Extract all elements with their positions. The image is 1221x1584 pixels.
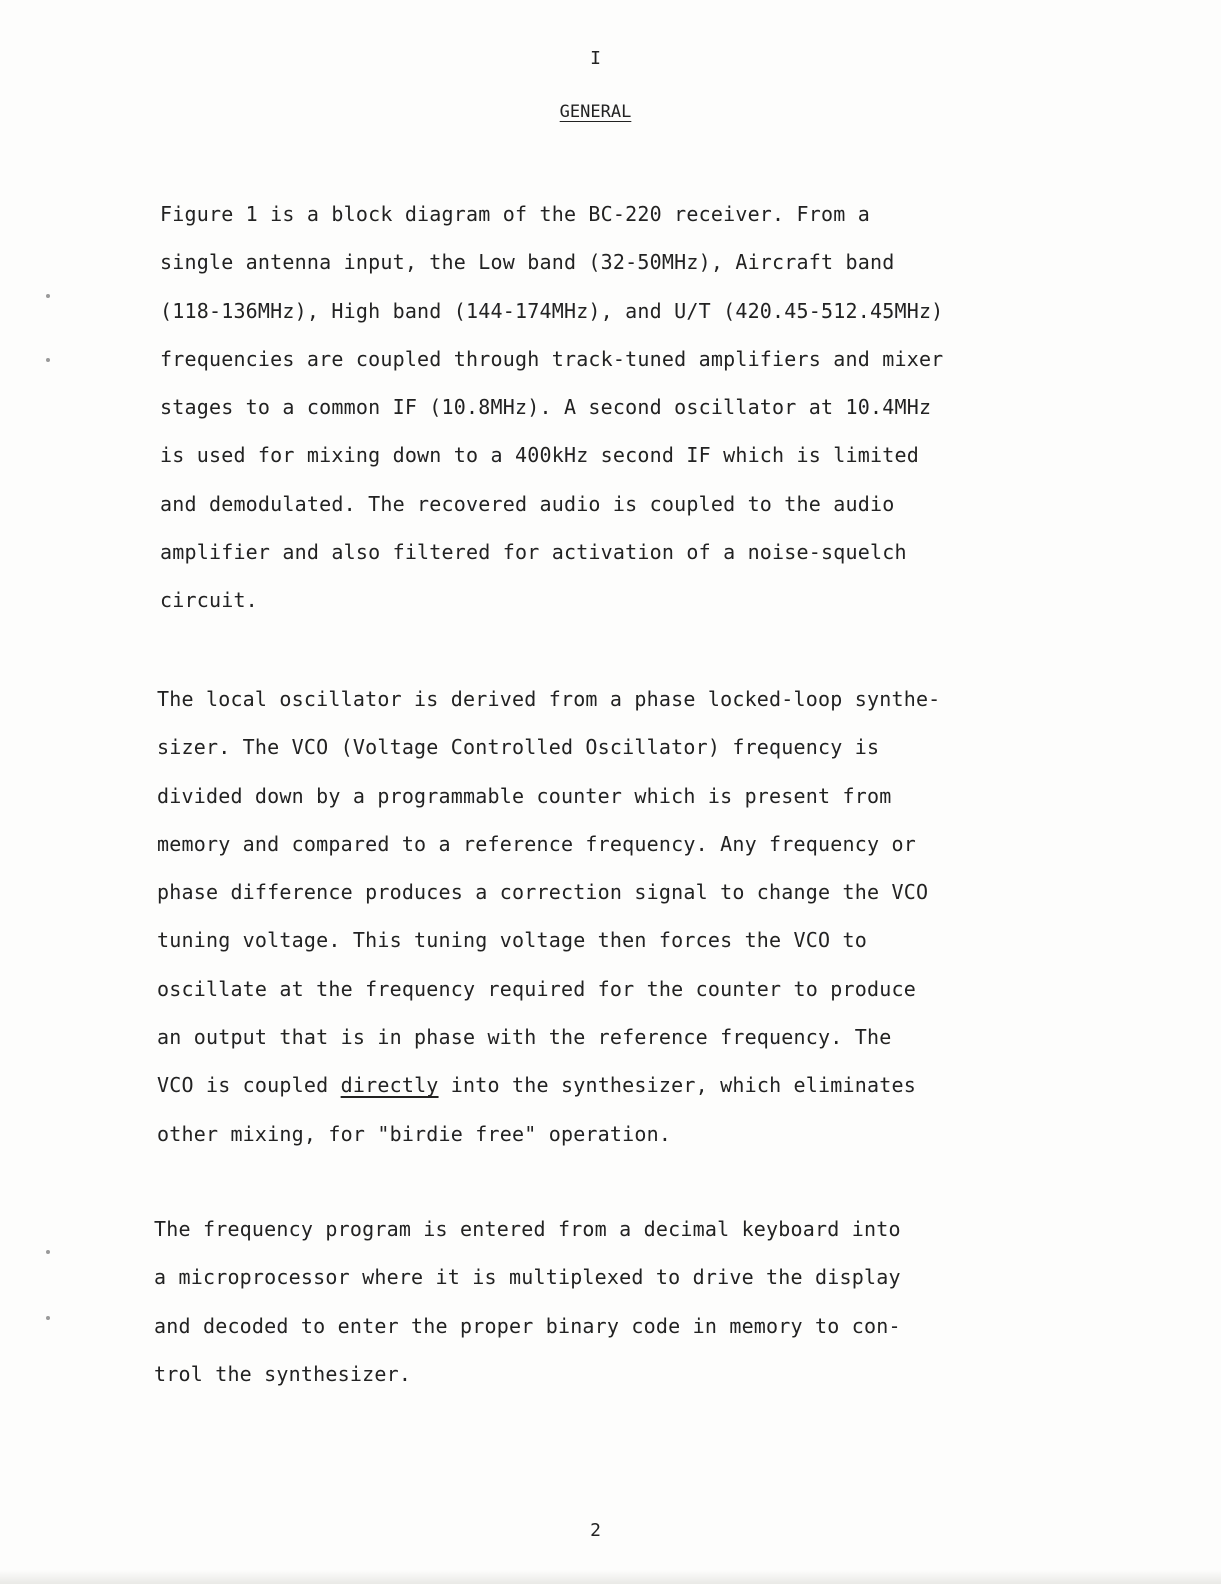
text-line: stages to a common IF (10.8MHz). A second oscillator at 10.4MHz [160,395,932,420]
text-line: oscillate at the frequency required for the counter to produce [157,976,916,1001]
text-line: The local oscillator is derived from a phase locked-loop synthe- [157,687,941,711]
text-line: phase difference produces a correction signal to change the VCO [157,880,929,905]
text-line: is used for mixing down to a 400kHz second IF which is limited [160,443,919,468]
scan-speck [46,358,50,362]
text-line: and decoded to enter the proper binary code in memory to con- [154,1313,901,1338]
scan-speck [46,294,50,298]
page-bottom-edge [0,1570,1221,1584]
text-line: circuit. [160,588,258,613]
underlined-word: directly [340,1073,439,1098]
text-line: frequencies are coupled through track-tuned amplifiers and mixer [160,346,944,371]
paragraph-frequency-program [154,1205,1104,1398]
text-line: (118-136MHz), High band (144-174MHz), and U/T (420.45-512.45MHz) [160,298,944,323]
page-number: 2 [590,1520,601,1541]
text-line: sizer. The VCO (Voltage Controlled Oscillator) frequency is [157,735,880,760]
section-number: I [590,48,601,69]
text-line: an output that is in phase with the reference frequency. The [157,1025,892,1050]
text-line: The frequency program is entered from a decimal keyboard into [154,1217,901,1241]
text-line: a microprocessor where it is multiplexed to drive the display [154,1265,901,1290]
paragraph-local-oscillator [157,675,1107,1158]
text-line: divided down by a programmable counter which is present from [157,783,892,808]
text-segment: into the synthesizer, which eliminates [438,1073,916,1098]
text-line: single antenna input, the Low band (32-50MHz), Aircraft band [160,250,895,275]
text-line: other mixing, for "birdie free" operation. [157,1121,672,1146]
text-line: and demodulated. The recovered audio is coupled to the audio [160,491,895,516]
text-line: tuning voltage. This tuning voltage then forces the VCO to [157,928,867,953]
text-line: trol the synthesizer. [154,1361,412,1386]
text-line: memory and compared to a reference frequency. Any frequency or [157,831,916,856]
text-line: amplifier and also filtered for activation of a noise-squelch [160,540,907,565]
text-line-with-underline [157,1061,1107,1109]
paragraph-block-diagram [160,190,1110,625]
scan-speck [46,1316,50,1320]
scan-speck [46,1250,50,1254]
text-segment: VCO is coupled [157,1073,341,1098]
section-title: GENERAL [559,102,632,122]
text-line: Figure 1 is a block diagram of the BC-220 receiver. From a [160,202,870,226]
